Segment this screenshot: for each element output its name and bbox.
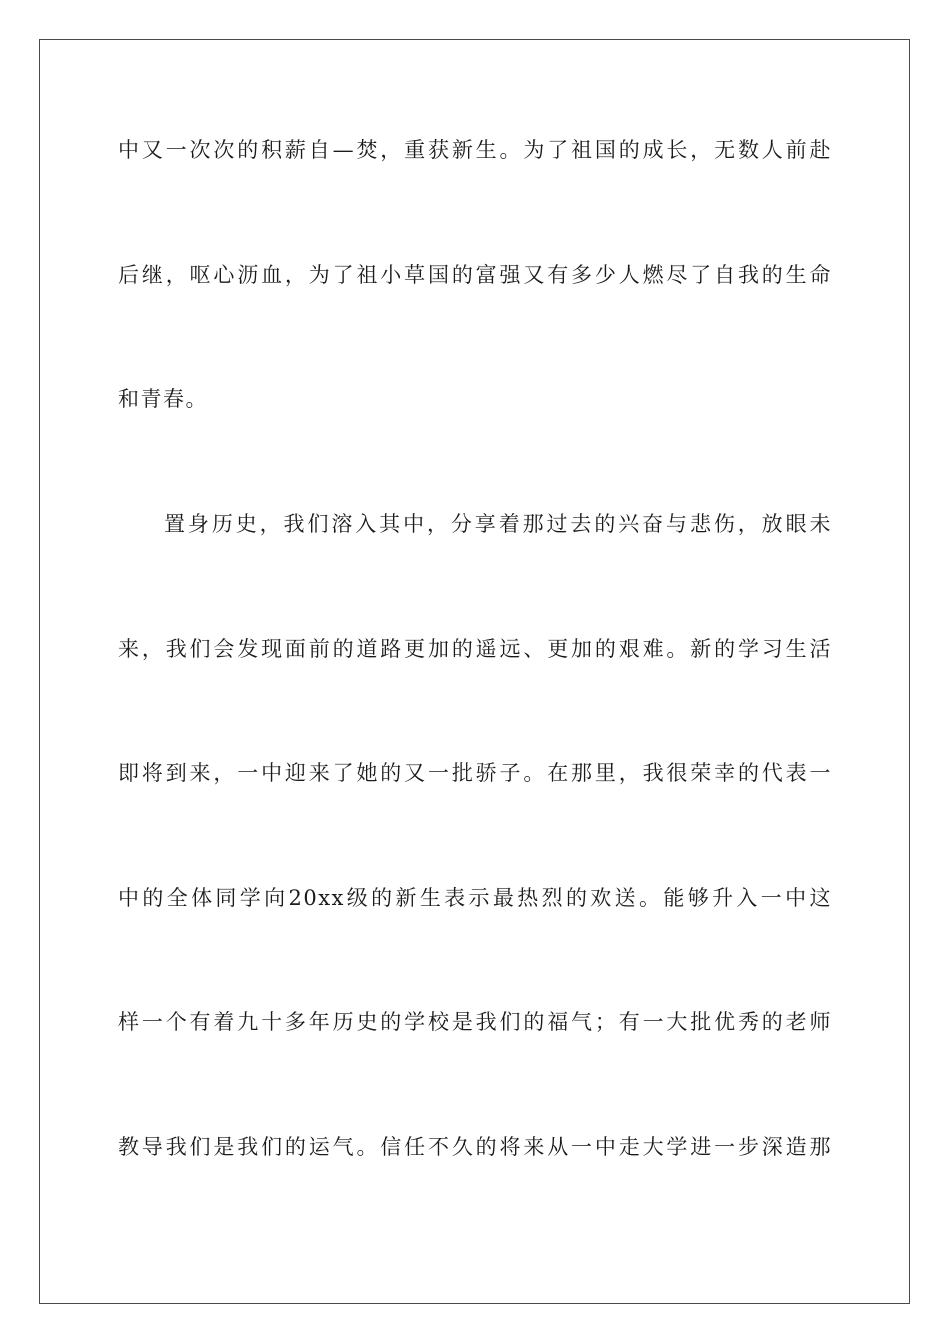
text-line-3: 和青春。: [118, 387, 208, 411]
page-border: [39, 39, 910, 1304]
text-line-2: 后继，呕心沥血，为了祖小草国的富强又有多少人燃尽了自我的生命: [118, 263, 832, 287]
text-line-4: 置身历史，我们溶入其中，分享着那过去的兴奋与悲伤，放眼未: [164, 512, 832, 536]
text-line-1: 中又一次次的积薪自—焚，重获新生。为了祖国的成长，无数人前赴: [118, 138, 832, 162]
text-line-8: 样一个有着九十多年历史的学校是我们的福气；有一大批优秀的老师: [118, 1010, 832, 1034]
text-line-7: 中的全体同学向20xx级的新生表示最热烈的欢送。能够升入一中这: [118, 886, 832, 910]
text-line-5: 来，我们会发现面前的道路更加的遥远、更加的艰难。新的学习生活: [118, 637, 832, 661]
text-line-6: 即将到来，一中迎来了她的又一批骄子。在那里，我很荣幸的代表一: [118, 761, 832, 785]
text-line-9: 教导我们是我们的运气。信任不久的将来从一中走大学进一步深造那: [118, 1135, 832, 1159]
